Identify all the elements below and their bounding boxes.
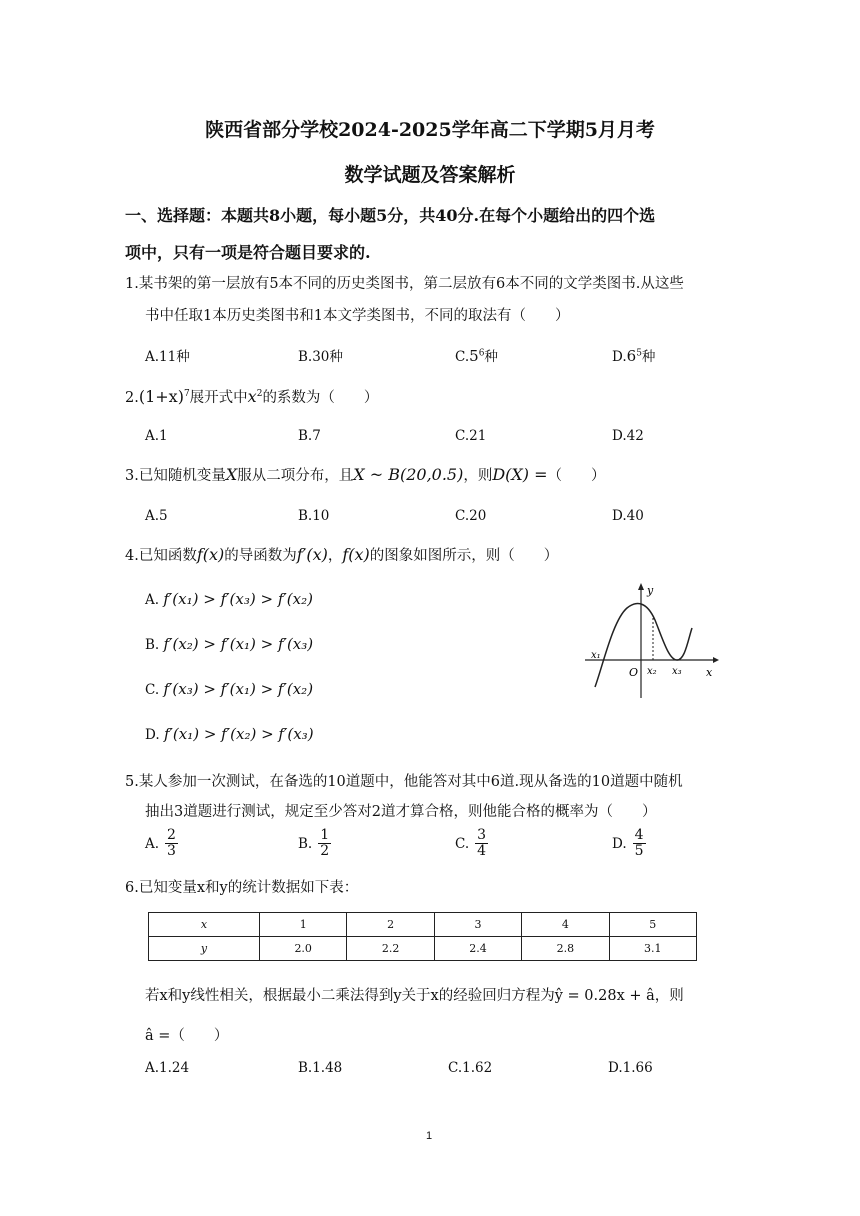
q1-option-b: B.30种 — [298, 349, 343, 365]
q5-option-d — [612, 828, 646, 860]
x1-label: x₁ — [591, 650, 601, 661]
q1-d-suffix: 种 — [641, 349, 656, 365]
x3-label: x₃ — [672, 666, 682, 677]
q3-dist: X ~ B(20,0.5) — [353, 465, 464, 484]
q6-option-c: C.1.62 — [448, 1060, 493, 1076]
table-row-y — [149, 937, 697, 961]
q4-f: f(x) — [196, 545, 225, 564]
q1-c-suffix: 种 — [484, 349, 498, 365]
q1-line2: 书中任取1本历史类图书和1本文学类图书，不同的取法有（ ） — [145, 308, 570, 324]
q3-tail: （ ） — [547, 468, 606, 484]
q1-d-base: 6 — [626, 347, 637, 365]
q6-line1: 若x和y线性相关，根据最小二乘法得到y关于x的经验回归方程为ŷ = 0.28x + â，则 — [145, 988, 684, 1004]
q4-a-text: f′(x₁) > f′(x₃) > f′(x₂) — [163, 590, 313, 608]
q4-option-b — [145, 635, 313, 653]
document-title: 陕西省部分学校2024-2025学年高二下学期5月月考 — [205, 119, 655, 141]
q4-tail: 的图象如图所示，则（ ） — [369, 548, 559, 564]
q2-var: x — [247, 387, 257, 406]
q2-option-b: B.7 — [298, 428, 321, 444]
x2-label: x₂ — [647, 666, 657, 677]
q2-exp: 7 — [183, 389, 190, 400]
table-cell: 2.0 — [260, 937, 347, 961]
q4-mid: 的导函数为 — [224, 548, 297, 564]
q5-d-num: 4 — [634, 827, 644, 843]
q1-c-prefix: C. — [455, 349, 470, 365]
q4-d-text: f′(x₁) > f′(x₂) > f′(x₃) — [163, 725, 314, 743]
table-row-x — [149, 913, 697, 937]
q5-a-label: A. — [145, 835, 160, 852]
q4-c-label: C. — [145, 682, 160, 698]
document-subtitle: 数学试题及答案解析 — [344, 164, 516, 186]
q5-a-num: 2 — [167, 827, 176, 843]
q5-a-den: 3 — [167, 843, 176, 860]
q4-function-graph — [585, 580, 720, 705]
q1-d-prefix: D. — [612, 349, 627, 365]
q4-c-text: f′(x₃) > f′(x₁) > f′(x₂) — [163, 680, 314, 698]
table-cell: 3 — [434, 913, 521, 937]
q4-b-label: B. — [145, 637, 160, 653]
q4-option-d — [145, 725, 314, 743]
q2-option-a: A.1 — [145, 428, 168, 444]
q4-option-c — [145, 680, 313, 698]
table-cell: y — [149, 937, 260, 961]
q5-c-num: 3 — [477, 827, 487, 843]
q4-stem — [125, 544, 558, 565]
q4-f2: f(x) — [342, 545, 370, 564]
page-number: 1 — [426, 1130, 433, 1142]
table-cell: 2 — [347, 913, 434, 937]
x-axis-arrow — [713, 657, 719, 663]
q1-option-d — [612, 345, 655, 365]
q6-option-b: B.1.48 — [298, 1060, 343, 1076]
q2-option-c: C.21 — [455, 428, 487, 444]
q2-num: 2. — [125, 390, 139, 406]
q3-var: D(X) = — [492, 465, 548, 484]
q5-b-label: B. — [298, 835, 313, 852]
q3-stem — [125, 464, 606, 485]
q3-option-d: D.40 — [612, 508, 644, 524]
table-cell: 4 — [522, 913, 609, 937]
q2-mid: 展开式中 — [189, 390, 248, 406]
q5-b-den: 2 — [320, 843, 330, 860]
q2-option-d: D.42 — [612, 428, 644, 444]
q5-a-fraction — [165, 828, 178, 860]
q6-option-d: D.1.66 — [608, 1060, 653, 1076]
q1-d-exp: 5 — [636, 348, 642, 359]
table-cell: 2.2 — [347, 937, 434, 961]
q5-option-a — [145, 828, 178, 860]
q5-line2: 抽出3道题进行测试，规定至少答对2道才算合格，则他能合格的概率为（ ） — [145, 804, 657, 820]
q4-pre: 4.已知函数 — [125, 548, 197, 564]
q3-X: X — [225, 465, 238, 484]
origin-label: O — [629, 666, 639, 679]
q4-a-label: A. — [145, 592, 160, 608]
table-cell: 3.1 — [609, 937, 696, 961]
q3-option-a: A.5 — [145, 508, 168, 524]
table-cell: 5 — [609, 913, 696, 937]
y-axis-arrow — [638, 583, 644, 590]
table-cell: 2.8 — [522, 937, 609, 961]
q3-mid: 服从二项分布，且 — [237, 468, 354, 484]
q4-d-label: D. — [145, 727, 160, 743]
table-cell: 1 — [260, 913, 347, 937]
table-cell: 2.4 — [434, 937, 521, 961]
section-heading-line2: 项中，只有一项是符合题目要求的. — [125, 243, 371, 262]
q5-option-b — [298, 828, 331, 860]
q1-line1: 1.某书架的第一层放有5本不同的历史类图书，第二层放有6本不同的文学类图书.从这些 — [125, 276, 684, 292]
q5-c-den: 4 — [477, 843, 487, 860]
q2-var-exp: 2 — [256, 389, 263, 400]
q4-option-a — [145, 590, 313, 608]
q3-comma: ，则 — [463, 468, 493, 484]
x-label: x — [706, 666, 713, 679]
q6-data-table — [148, 912, 697, 961]
q5-d-den: 5 — [634, 843, 644, 860]
q3-option-b: B.10 — [298, 508, 330, 524]
y-label: y — [647, 584, 654, 597]
q3-pre: 3.已知随机变量 — [125, 468, 226, 484]
table-cell: x — [149, 913, 260, 937]
q1-option-a: A.11种 — [145, 349, 190, 365]
q5-line1: 5.某人参加一次测试，在备选的10道题中，他能答对其中6道.现从备选的10道题中随机 — [125, 774, 683, 790]
q5-c-label: C. — [455, 835, 470, 852]
q6-option-a: A.1.24 — [145, 1060, 190, 1076]
q3-option-c: C.20 — [455, 508, 487, 524]
q6-intro: 6.已知变量x和y的统计数据如下表： — [125, 880, 359, 896]
q4-comma: ， — [327, 548, 343, 564]
q1-c-exp: 6 — [478, 348, 485, 359]
q1-option-c — [455, 345, 498, 365]
q5-c-fraction — [475, 828, 488, 860]
q2-tail: 的系数为（ ） — [262, 390, 379, 406]
q5-d-label: D. — [612, 835, 627, 852]
q1-c-base: 5 — [469, 347, 479, 365]
q4-b-text: f′(x₂) > f′(x₁) > f′(x₃) — [163, 635, 314, 653]
q5-b-fraction — [318, 828, 331, 860]
q4-fp: f′(x) — [296, 545, 328, 564]
q6-line2: â =（ ） — [145, 1028, 229, 1044]
q2-stem — [125, 386, 378, 407]
q5-d-fraction — [633, 828, 646, 860]
q5-option-c — [455, 828, 488, 860]
section-heading-line1: 一、选择题：本题共8小题，每小题5分，共40分.在每个小题给出的四个选 — [125, 206, 656, 225]
q2-expr: (1+x) — [138, 387, 184, 406]
q5-b-num: 1 — [320, 827, 330, 843]
